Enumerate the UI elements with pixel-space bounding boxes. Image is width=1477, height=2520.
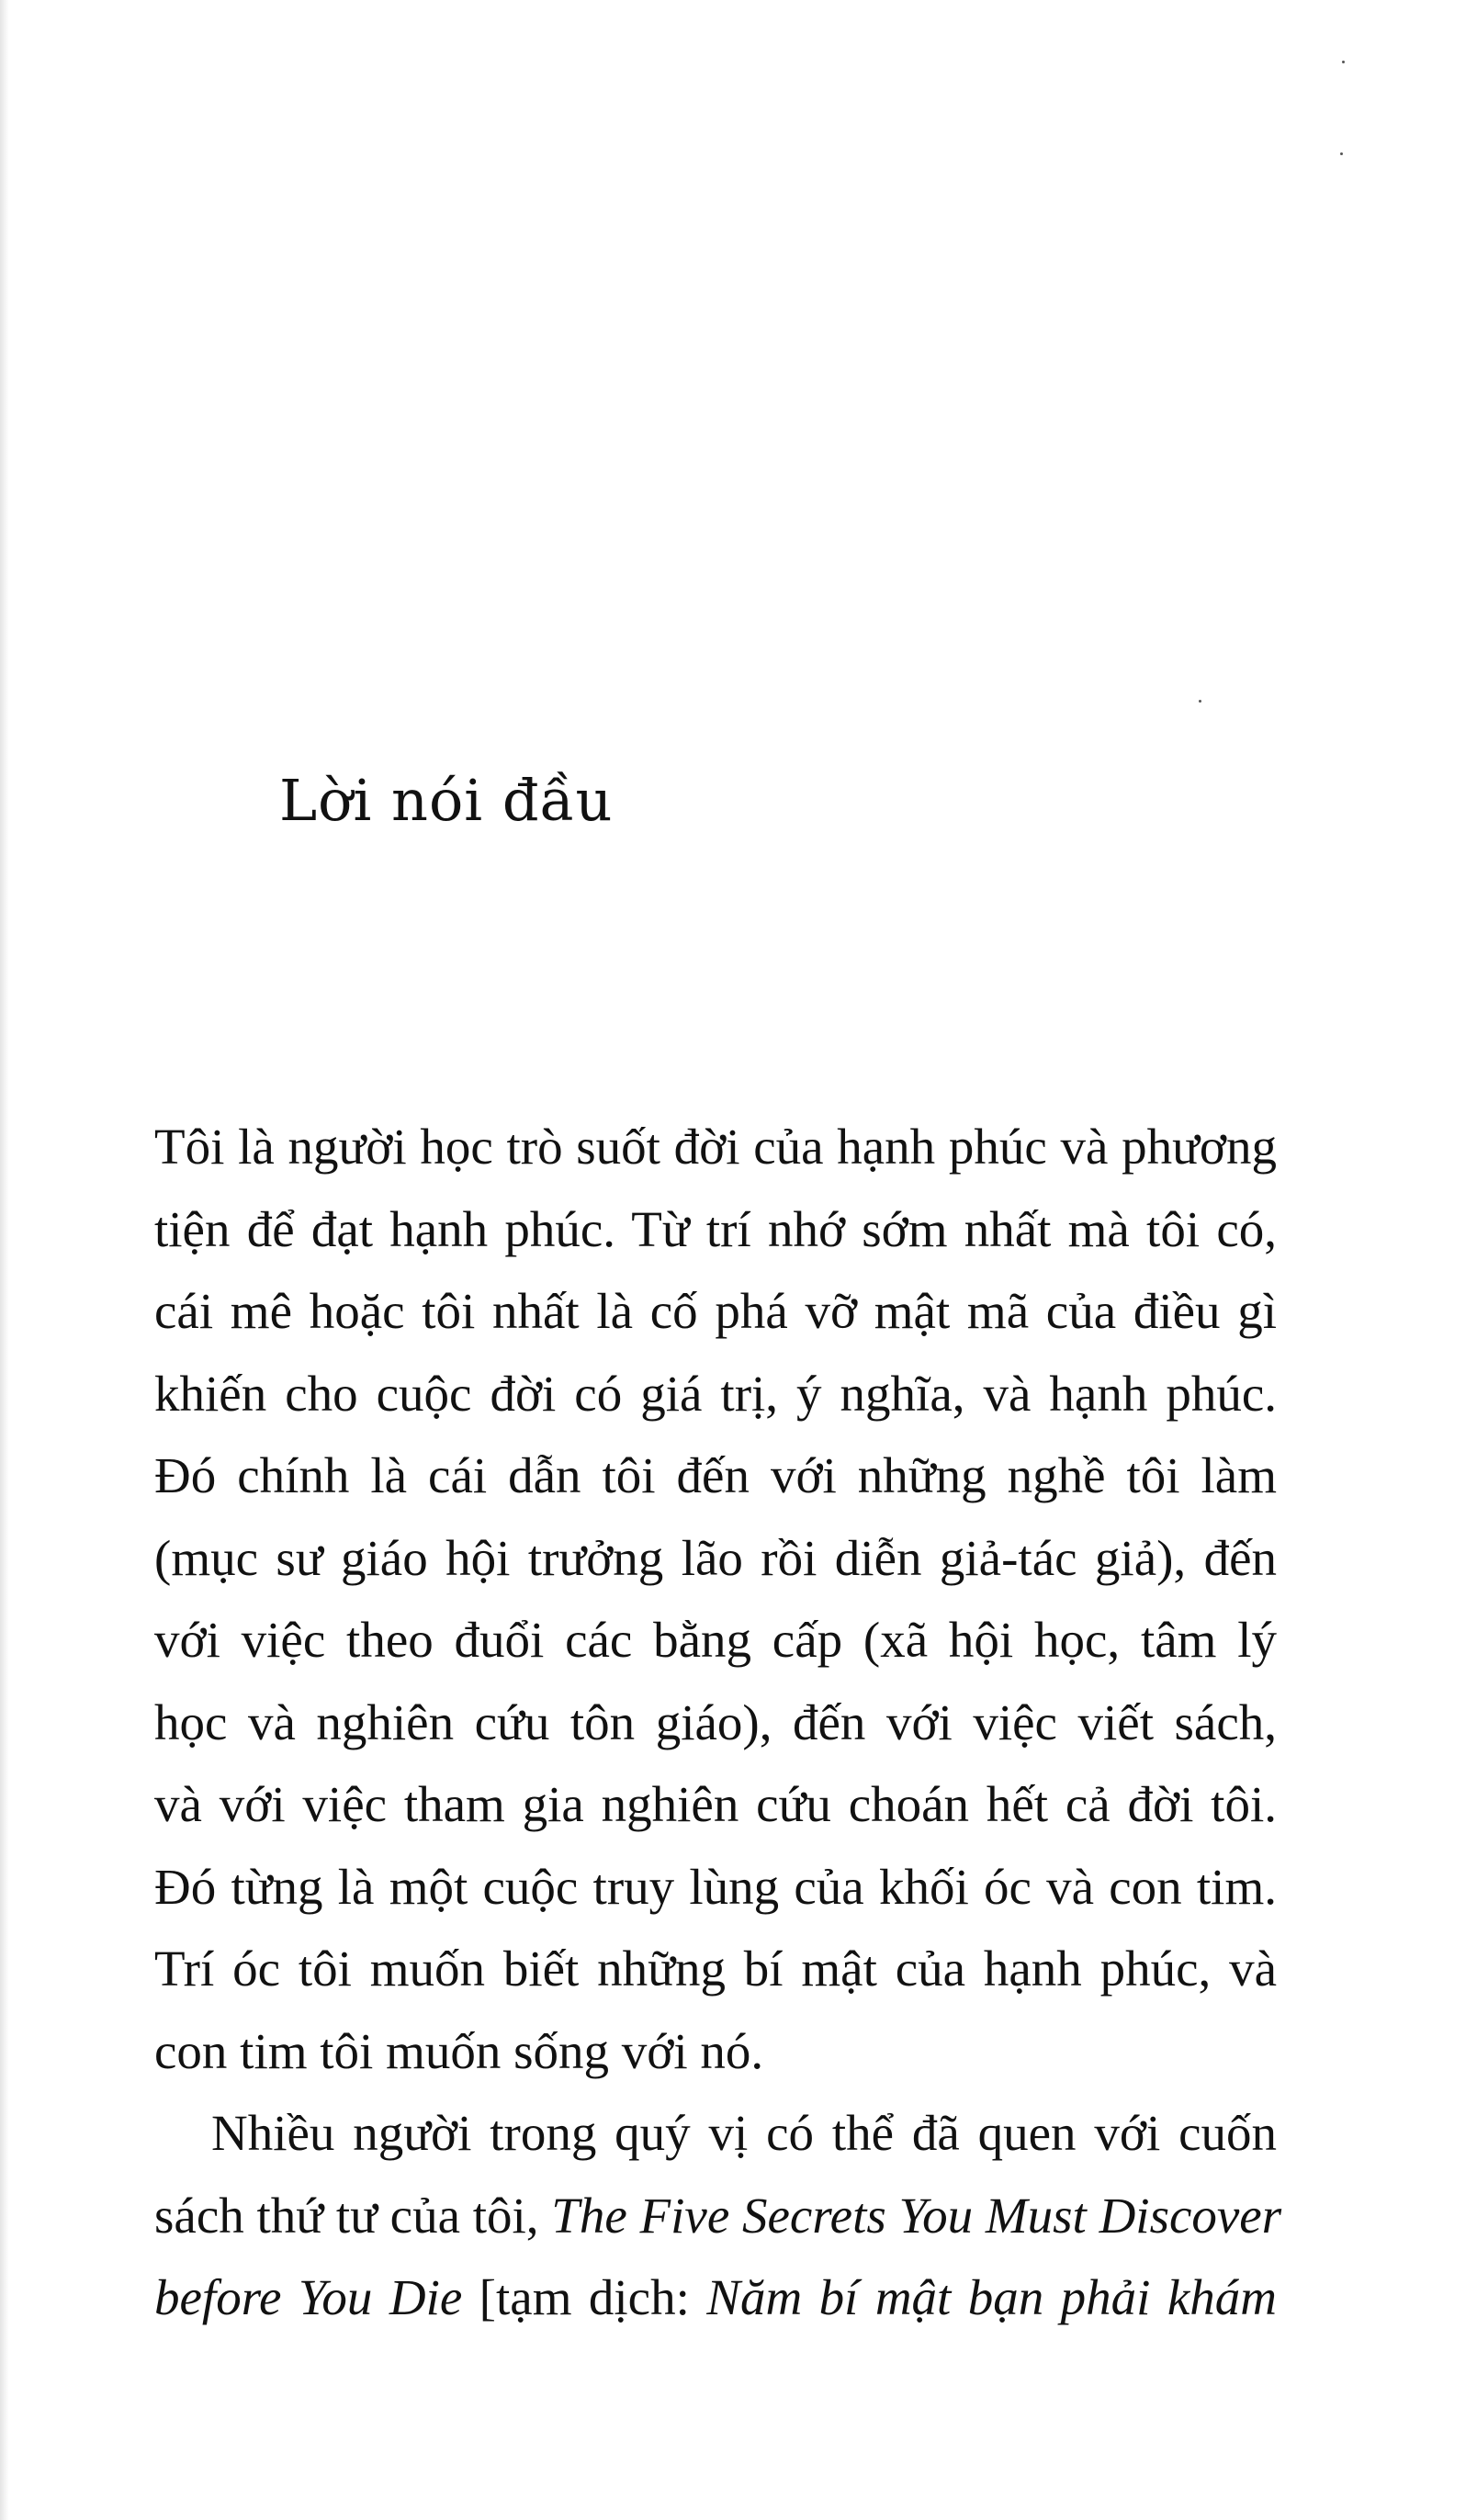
text-line: Nhiều người trong quý vị có thể đã quen với cuốn [211, 2105, 1277, 2161]
scan-page-edge [0, 0, 9, 2520]
scan-speck [1340, 152, 1343, 155]
text-line: Trí óc tôi muốn biết những bí mật của hạnh phúc, và [154, 1941, 1277, 1997]
text-plain: sách thứ tư của tôi, [154, 2187, 552, 2244]
text-line: và với việc tham gia nghiên cứu choán hết cả đời tôi. [154, 1776, 1277, 1832]
paragraph-2 [154, 2092, 1282, 2339]
text-line: Đó chính là cái dẫn tôi đến với những nghề tôi làm [154, 1447, 1277, 1503]
text-line: học và nghiên cứu tôn giáo), đến với việc viết sách, [154, 1693, 1277, 1750]
text-line: Đó từng là một cuộc truy lùng của khối óc và con tim. [154, 1858, 1277, 1915]
text-line [154, 2256, 1277, 2339]
book-title-italic: before You Die [154, 2269, 463, 2325]
body-text [154, 1106, 1282, 2339]
text-line: con tim tôi muốn sống với nó. [154, 2022, 764, 2079]
text-line: tiện để đạt hạnh phúc. Từ trí nhớ sớm nhất mà tôi có, [154, 1200, 1277, 1257]
text-line: Tôi là người học trò suốt đời của hạnh phúc và phương [154, 1119, 1277, 1175]
book-title-italic: The Five Secrets You Must Discover [551, 2187, 1282, 2244]
text-line: (mục sư giáo hội trưởng lão rồi diễn giả-tác giả), đến [154, 1529, 1277, 1586]
text-line: với việc theo đuổi các bằng cấp (xã hội học, tâm lý [154, 1612, 1277, 1668]
text-line: khiến cho cuộc đời có giá trị, ý nghĩa, và hạnh phúc. [154, 1365, 1277, 1422]
text-plain: [tạm dịch: [462, 2269, 707, 2325]
chapter-title: Lời nói đầu [279, 767, 614, 834]
paragraph-1 [154, 1106, 1277, 2092]
translated-title-italic: Năm bí mật bạn phải khám [706, 2269, 1277, 2325]
scan-speck [1199, 700, 1201, 703]
text-line [154, 2175, 1282, 2257]
scan-speck [1342, 61, 1345, 63]
text-line: cái mê hoặc tôi nhất là cố phá vỡ mật mã của điều gì [154, 1283, 1277, 1339]
